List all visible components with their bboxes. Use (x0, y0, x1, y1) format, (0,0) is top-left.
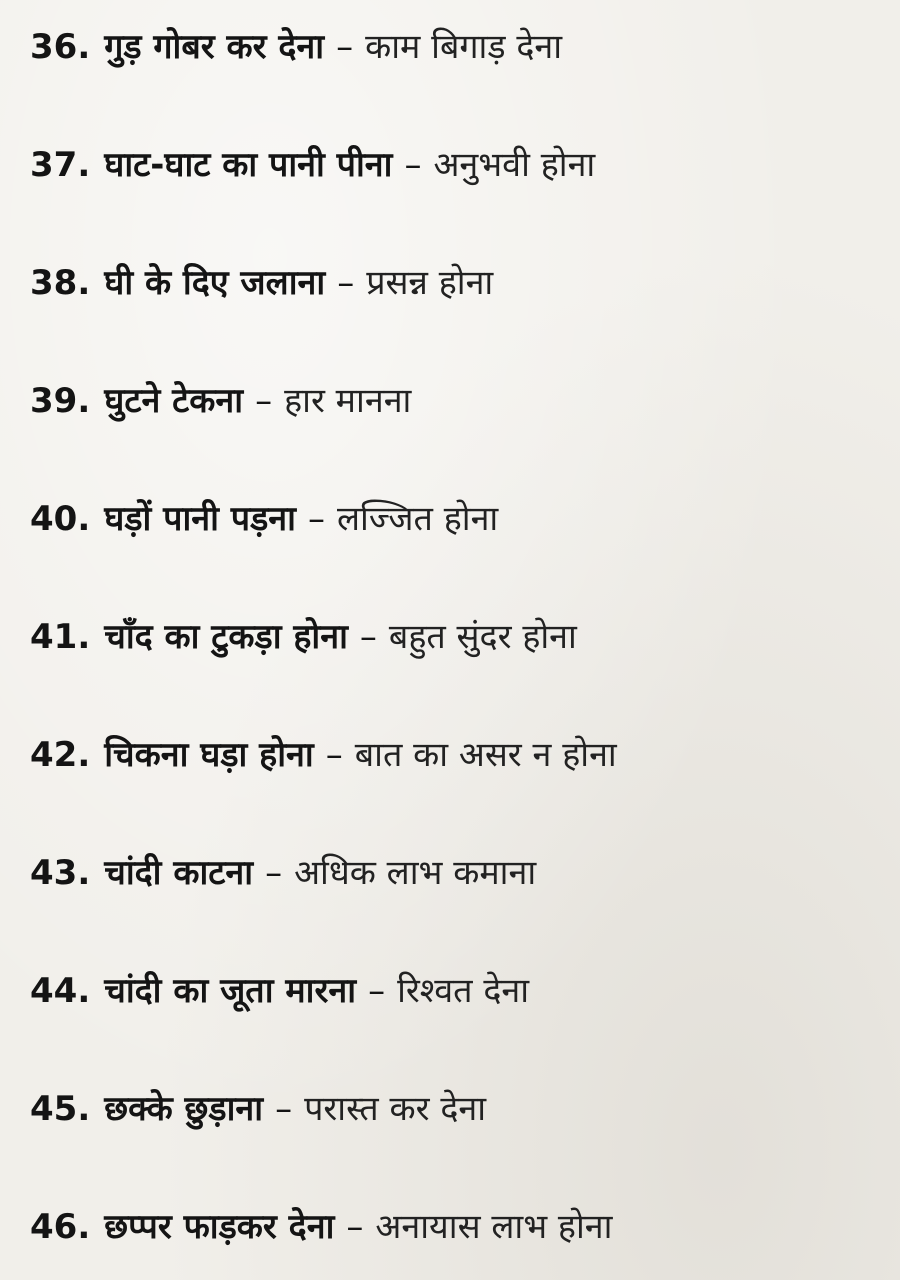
dash-separator: – (336, 27, 354, 67)
idiom-meaning: रिश्वत देना (397, 971, 530, 1011)
idiom-text: चांदी काटना (104, 853, 254, 893)
dash-separator: – (275, 1089, 293, 1129)
idiom-text: घाट-घाट का पानी पीना (104, 145, 393, 185)
idiom-meaning: अनुभवी होना (433, 145, 596, 185)
entry-number: 38. (30, 263, 91, 303)
entry-number: 37. (30, 145, 91, 185)
dash-separator: – (368, 971, 386, 1011)
idiom-meaning: परास्त कर देना (304, 1089, 487, 1129)
idiom-meaning: हार मानना (284, 381, 412, 421)
idiom-text: छक्के छुड़ाना (104, 1089, 264, 1129)
idiom-meaning: बहुत सुंदर होना (388, 617, 577, 657)
entry-number: 44. (30, 971, 91, 1011)
idiom-text: गुड़ गोबर कर देना (104, 27, 325, 67)
entry-number: 42. (30, 735, 91, 775)
dash-separator: – (404, 145, 422, 185)
dash-separator: – (337, 263, 355, 303)
entry-number: 45. (30, 1089, 91, 1129)
idiom-text: छप्पर फाड़कर देना (104, 1207, 335, 1247)
dash-separator: – (359, 617, 377, 657)
idiom-text: चांदी का जूता मारना (104, 971, 357, 1011)
idiom-text: घुटने टेकना (104, 381, 244, 421)
entry-number: 41. (30, 617, 91, 657)
idiom-meaning: बात का असर न होना (354, 735, 617, 775)
idiom-meaning: प्रसन्न होना (366, 263, 494, 303)
idiom-entry-41 (30, 602, 890, 672)
idiom-entry-40 (30, 484, 890, 554)
entry-number: 40. (30, 499, 91, 539)
idiom-entry-38 (30, 248, 890, 318)
dash-separator: – (255, 381, 273, 421)
dash-separator: – (325, 735, 343, 775)
dash-separator: – (346, 1207, 364, 1247)
idiom-entry-36 (30, 12, 890, 82)
entry-number: 39. (30, 381, 91, 421)
idiom-text: घी के दिए जलाना (104, 263, 326, 303)
idiom-text: चिकना घड़ा होना (104, 735, 314, 775)
idiom-meaning: अनायास लाभ होना (375, 1207, 613, 1247)
idiom-text: घड़ों पानी पड़ना (104, 499, 296, 539)
idiom-entry-46 (30, 1192, 890, 1262)
dash-separator: – (307, 499, 325, 539)
idiom-entry-45 (30, 1074, 890, 1144)
idiom-text: चाँद का टुकड़ा होना (104, 617, 348, 657)
idiom-entry-39 (30, 366, 890, 436)
idiom-entry-44 (30, 956, 890, 1026)
idiom-meaning: लज्जित होना (336, 499, 499, 539)
entry-number: 36. (30, 27, 91, 67)
dash-separator: – (265, 853, 283, 893)
entry-number: 46. (30, 1207, 91, 1247)
idiom-entry-37 (30, 130, 890, 200)
idiom-meaning: काम बिगाड़ देना (365, 27, 563, 67)
idiom-entry-42 (30, 720, 890, 790)
idiom-entry-43 (30, 838, 890, 908)
entry-number: 43. (30, 853, 91, 893)
idiom-meaning: अधिक लाभ कमाना (294, 853, 537, 893)
